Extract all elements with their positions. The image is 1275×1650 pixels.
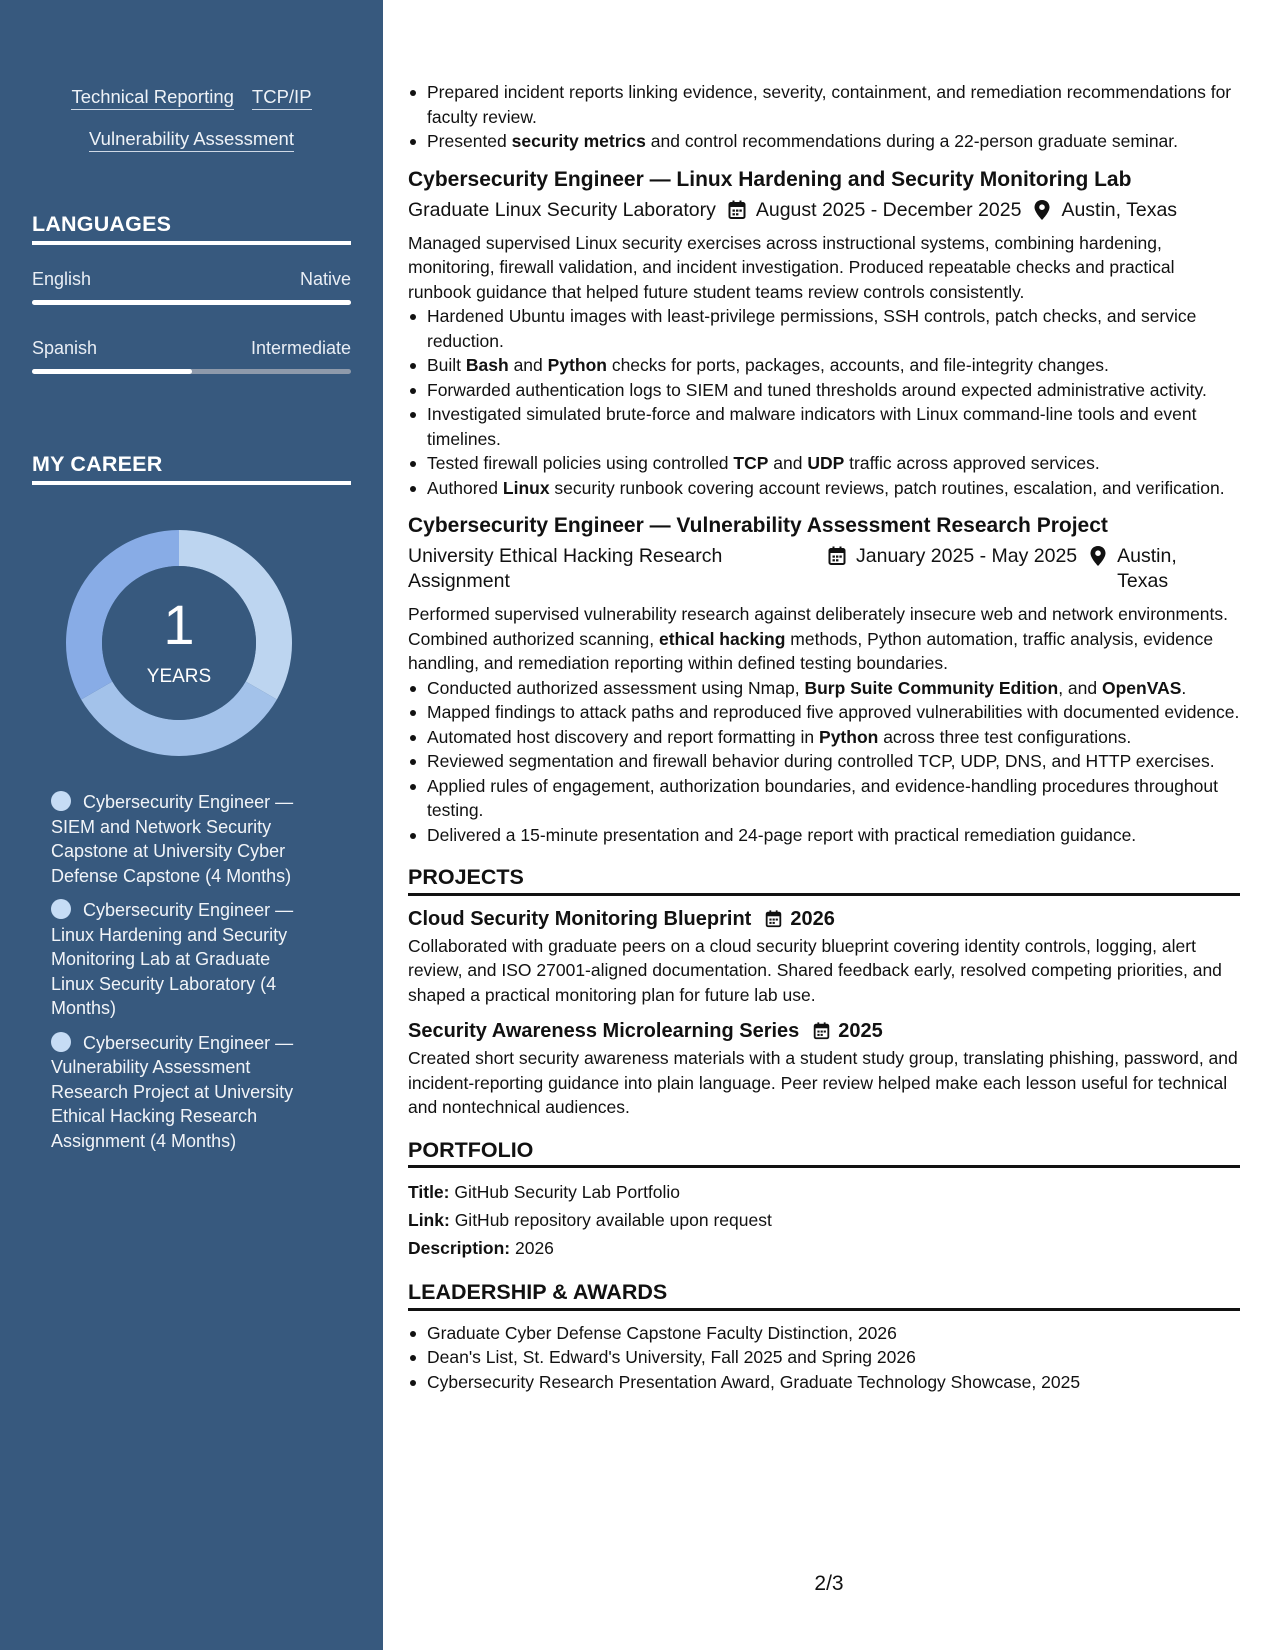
main-content [408,80,1240,1394]
location-pin-icon [1089,545,1107,567]
skills-row [32,128,351,152]
experience-bullets [408,80,1240,154]
job-summary: Performed supervised vulnerability research against deliberately insecure web and network environments. Combined authorized scanning, ethical hacking methods, Python automation, traffic analysis, evidence handling, and remediation reporting within defined testing boundaries. [408,604,1229,673]
location-pin-icon [1033,199,1051,221]
portfolio-link [408,1206,1240,1234]
skill-tag: Technical Reporting [71,86,233,110]
job-location-text: Austin, Texas [1117,545,1177,592]
portfolio-description-value: 2026 [514,1238,554,1258]
portfolio-description-label: Description: [408,1238,511,1258]
job-summary: Managed supervised Linux security exercises across instructional systems, combining hardening, monitoring, firewall validation, and incident investigation. Produced repeatable checks and practical runbook guidance that helped future student teams review controls consistently. [408,232,1175,302]
emphasis-text: Bash [465,355,509,375]
language-proficiency-bar [32,300,351,305]
job-meta [408,198,1240,223]
legend-dot-icon [51,791,71,811]
bullet-item: Tested firewall policies using controlled TCP and UDP traffic across approved services. [408,451,1240,476]
career-legend-label: Cybersecurity Engineer — Vulnerability Assessment Research Project at University Ethical Hacking Research Assignment (4 Months) [51,1032,294,1151]
calendar-icon [765,909,782,929]
projects-heading: PROJECTS [408,865,1240,896]
awards-heading: LEADERSHIP & AWARDS [408,1280,1240,1311]
job-title: Cybersecurity Engineer — Linux Hardening and Security Monitoring Lab [408,167,1132,191]
emphasis-text: Python [819,726,879,747]
portfolio-heading: PORTFOLIO [408,1138,1240,1169]
job-dates-text: January 2025 - May 2025 [856,545,1078,567]
project-entry [408,1018,1240,1120]
sidebar [0,0,383,1650]
portfolio-title-value: GitHub Security Lab Portfolio [454,1182,681,1202]
portfolio-link-value: GitHub repository available upon request [454,1210,772,1230]
bullet-item: Authored Linux security runbook covering account reviews, patch routines, escalation, and verification. [408,476,1240,501]
skills-row [32,86,351,110]
emphasis-text: Burp Suite Community Edition [804,677,1059,698]
job-organization: University Ethical Hacking Research Assignment [408,545,723,592]
job-location-text: Austin, Texas [1061,198,1178,221]
project-year: 2025 [838,1020,883,1042]
project-title: Cloud Security Monitoring Blueprint [408,907,752,930]
languages-heading: LANGUAGES [32,212,351,245]
job-dates [728,198,1022,223]
emphasis-text: OpenVAS [1101,677,1182,698]
job-bullets [408,304,1240,500]
project-description: Collaborated with graduate peers on a cloud security blueprint covering identity controls, logging, alert review, and ISO 27001-aligned documentation. Shared feedback early, resolved competing priorities, and shaped a practical monitoring plan for future lab use. [408,935,1222,1005]
legend-dot-icon [51,899,71,919]
legend-dot-icon [51,1032,71,1052]
calendar-icon [813,1021,830,1041]
award-item: Graduate Cyber Defense Capstone Faculty Distinction, 2026 [408,1321,1240,1346]
language-name: English [32,269,92,289]
skill-tag: Vulnerability Assessment [89,128,294,152]
career-years-unit: YEARS [146,666,212,687]
language-proficiency-fill [32,369,192,374]
bullet-item: Conducted authorized assessment using Nmap, Burp Suite Community Edition, and OpenVAS. [408,676,1240,701]
bullet-item: Hardened Ubuntu images with least-privilege permissions, SSH controls, patch checks, and service reduction. [408,304,1240,353]
job-bullets [408,676,1240,848]
bullet-item: Forwarded authentication logs to SIEM and tuned thresholds around expected administrative activity. [408,378,1240,403]
bullet-item: Presented security metrics and control recommendations during a 22-person graduate seminar. [408,129,1240,154]
bullet-item: Reviewed segmentation and firewall behavior during controlled TCP, UDP, DNS, and HTTP exercises. [408,749,1240,774]
bullet-item: Automated host discovery and report formatting in Python across three test configurations. [408,725,1240,750]
project-description: Created short security awareness materials with a student study group, translating phishing, password, and incident-reporting guidance into plain language. Peer review helped make each lesson useful for technical and nontechnical audiences. [408,1048,1238,1117]
project-title-row [408,1018,1240,1044]
project-entry [408,906,1240,1008]
bullet-item: Delivered a 15-minute presentation and 24-page report with practical remediation guidance. [408,823,1240,848]
award-item: Dean's List, St. Edward's University, Fall 2025 and Spring 2026 [408,1345,1240,1370]
language-row [32,269,351,290]
skill-tag: TCP/IP [252,86,312,110]
job-organization: Graduate Linux Security Laboratory [408,198,716,221]
portfolio-link-label: Link: [408,1210,450,1230]
project-year: 2026 [790,907,835,930]
portfolio-title-label: Title: [408,1182,450,1202]
job-meta [408,544,1240,594]
job-dates [828,544,1077,569]
emphasis-text: TCP [733,453,769,473]
language-level: Intermediate [250,338,351,358]
calendar-icon [728,199,746,221]
career-years-total: 1 [163,593,195,656]
bullet-item: Built Bash and Python checks for ports, packages, accounts, and file-integrity changes. [408,353,1240,378]
job-title: Cybersecurity Engineer — Vulnerability Assessment Research Project [408,514,1108,537]
bullet-item: Applied rules of engagement, authorization boundaries, and evidence-handling procedures throughout testing. [408,774,1240,823]
award-item: Cybersecurity Research Presentation Award, Graduate Technology Showcase, 2025 [408,1370,1240,1395]
portfolio-description [408,1234,1240,1262]
portfolio-title [408,1178,1240,1206]
emphasis-text: UDP [807,453,845,473]
awards-list [408,1321,1240,1395]
project-title: Security Awareness Microlearning Series [408,1020,800,1042]
emphasis-text: security metrics [511,131,646,151]
emphasis-text: Python [547,355,607,375]
bullet-item: Investigated simulated brute-force and malware indicators with Linux command-line tools and event timelines. [408,402,1240,451]
language-name: Spanish [32,338,98,358]
language-row [32,338,351,359]
project-title-row [408,906,1240,932]
career-legend-label: Cybersecurity Engineer — Linux Hardening and Security Monitoring Lab at Graduate Linux Security Laboratory (4 Months) [51,900,294,1018]
career-legend-item [51,1031,311,1154]
job-location [1033,198,1177,223]
bullet-item: Mapped findings to attack paths and reproduced five approved vulnerabilities with documented evidence. [408,700,1240,725]
bullet-item: Prepared incident reports linking evidence, severity, containment, and remediation recommendations for faculty review. [408,80,1240,129]
job-location [1089,544,1207,594]
career-legend-label: Cybersecurity Engineer — SIEM and Network Security Capstone at University Cyber Defense Capstone (4 Months) [51,792,294,886]
career-heading: MY CAREER [32,452,351,485]
language-proficiency-fill [32,300,351,305]
language-proficiency-bar [32,369,351,374]
language-level: Native [299,269,351,289]
emphasis-text: ethical hacking [659,628,786,649]
calendar-icon [828,545,846,567]
skills-list [32,86,351,170]
job-dates-text: August 2025 - December 2025 [755,198,1022,221]
career-legend-item [51,898,311,1021]
emphasis-text: Linux [502,477,550,498]
page-number: 2/3 [814,1572,844,1595]
career-legend [51,790,311,1163]
career-legend-item [51,790,311,888]
